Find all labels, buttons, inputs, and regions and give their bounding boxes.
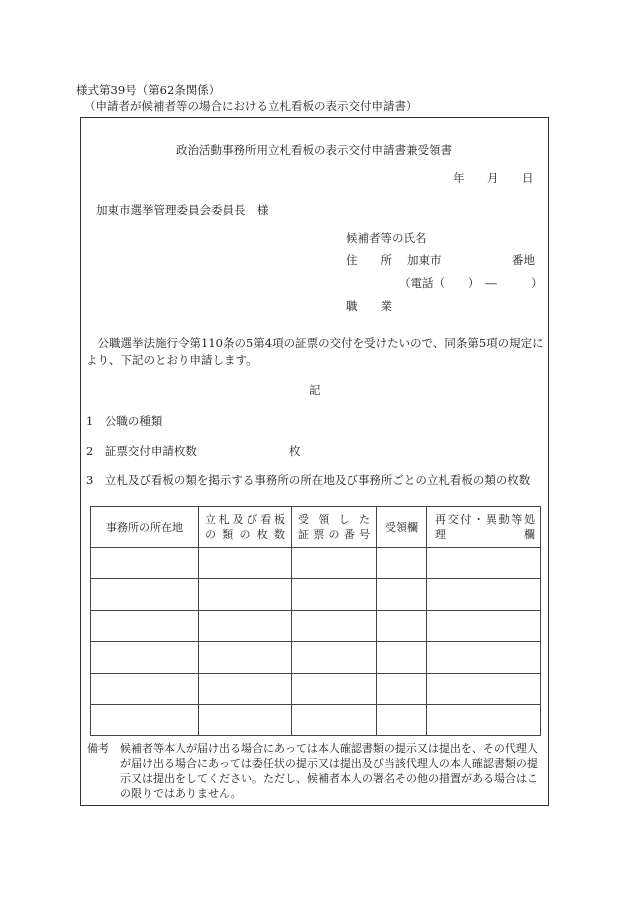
date-day[interactable]: 日 [522, 171, 534, 185]
ki-heading: 記 [309, 383, 321, 397]
cell-reissue[interactable] [427, 673, 541, 704]
applicant-address-label: 住 所 [346, 253, 392, 267]
table-row [91, 610, 541, 641]
cell-receipt[interactable] [377, 610, 427, 641]
item-1: 1 公職の種類 [86, 414, 163, 428]
item-2-unit: 枚 [289, 444, 301, 458]
cell-sign-count[interactable] [199, 579, 292, 610]
applicant-name-label: 候補者等の氏名 [346, 231, 427, 245]
date-month[interactable]: 月 [487, 171, 499, 185]
form-subtitle: （申請者が候補者等の場合における立札看板の表示交付申請書） [84, 99, 418, 113]
cell-reissue[interactable] [427, 579, 541, 610]
header-sign-count: 立札及び看板 の類の枚数 [199, 507, 292, 548]
remarks-label: 備考 [87, 742, 109, 755]
table-row [91, 642, 541, 673]
cell-receipt[interactable] [377, 704, 427, 735]
cell-office-location[interactable] [91, 704, 199, 735]
date-year[interactable]: 年 [453, 171, 465, 185]
cell-sign-count[interactable] [199, 610, 292, 641]
cell-receipt[interactable] [377, 673, 427, 704]
cell-sign-count[interactable] [199, 673, 292, 704]
remarks [87, 741, 547, 801]
applicant-occupation-label: 職 業 [346, 299, 392, 313]
header-receipt: 受領欄 [377, 507, 427, 548]
cell-certificate-number[interactable] [292, 642, 377, 673]
applicant-address-city[interactable]: 加東市 [407, 253, 442, 267]
item-2: 2 証票交付申請枚数 [86, 444, 197, 458]
item-3: 3 立札及び看板の類を掲示する事務所の所在地及び事務所ごとの立札看板の類の枚数 [86, 473, 531, 487]
header-certificate-number: 受領した 証票の番号 [292, 507, 377, 548]
applicant-address-suffix: 番地 [512, 253, 535, 267]
table-row [91, 579, 541, 610]
table-header-row [91, 507, 541, 548]
table-row [91, 673, 541, 704]
cell-sign-count[interactable] [199, 548, 292, 579]
applicant-phone[interactable]: （電話（ ） ― ） [399, 276, 543, 290]
cell-certificate-number[interactable] [292, 548, 377, 579]
cell-receipt[interactable] [377, 579, 427, 610]
table-row [91, 704, 541, 735]
addressee: 加東市選挙管理委員会委員長 様 [96, 203, 269, 217]
cell-office-location[interactable] [91, 642, 199, 673]
cell-receipt[interactable] [377, 642, 427, 673]
cell-reissue[interactable] [427, 704, 541, 735]
cell-office-location[interactable] [91, 673, 199, 704]
table-row [91, 548, 541, 579]
cell-sign-count[interactable] [199, 642, 292, 673]
document-title: 政治活動事務所用立札看板の表示交付申請書兼受領書 [176, 143, 452, 157]
cell-reissue[interactable] [427, 642, 541, 673]
cell-certificate-number[interactable] [292, 579, 377, 610]
cell-certificate-number[interactable] [292, 610, 377, 641]
header-reissue: 再交付・異動等処 理 欄 [427, 507, 541, 548]
form-number: 様式第39号（第62条関係） [76, 83, 221, 97]
cell-office-location[interactable] [91, 610, 199, 641]
cell-certificate-number[interactable] [292, 704, 377, 735]
cell-reissue[interactable] [427, 548, 541, 579]
cell-office-location[interactable] [91, 548, 199, 579]
header-office-location: 事務所の所在地 [91, 507, 199, 548]
cell-certificate-number[interactable] [292, 673, 377, 704]
cell-sign-count[interactable] [199, 704, 292, 735]
body-text: 公職選挙法施行令第110条の5第4項の証票の交付を受けたいので、同条第5項の規定により、下記のとおり申請します。 [86, 336, 544, 367]
office-table [90, 506, 541, 736]
remarks-text: 候補者等本人が届け出る場合にあっては本人確認書類の提示又は提出を、その代理人が届け出る場合にあっては委任状の提示又は提出及び当該代理人の本人確認書類の提示又は提出をしてください。ただし、候補者本人の署名その他の措置がある場合はこの限りではありません。 [120, 742, 538, 800]
cell-reissue[interactable] [427, 610, 541, 641]
cell-office-location[interactable] [91, 579, 199, 610]
cell-receipt[interactable] [377, 548, 427, 579]
